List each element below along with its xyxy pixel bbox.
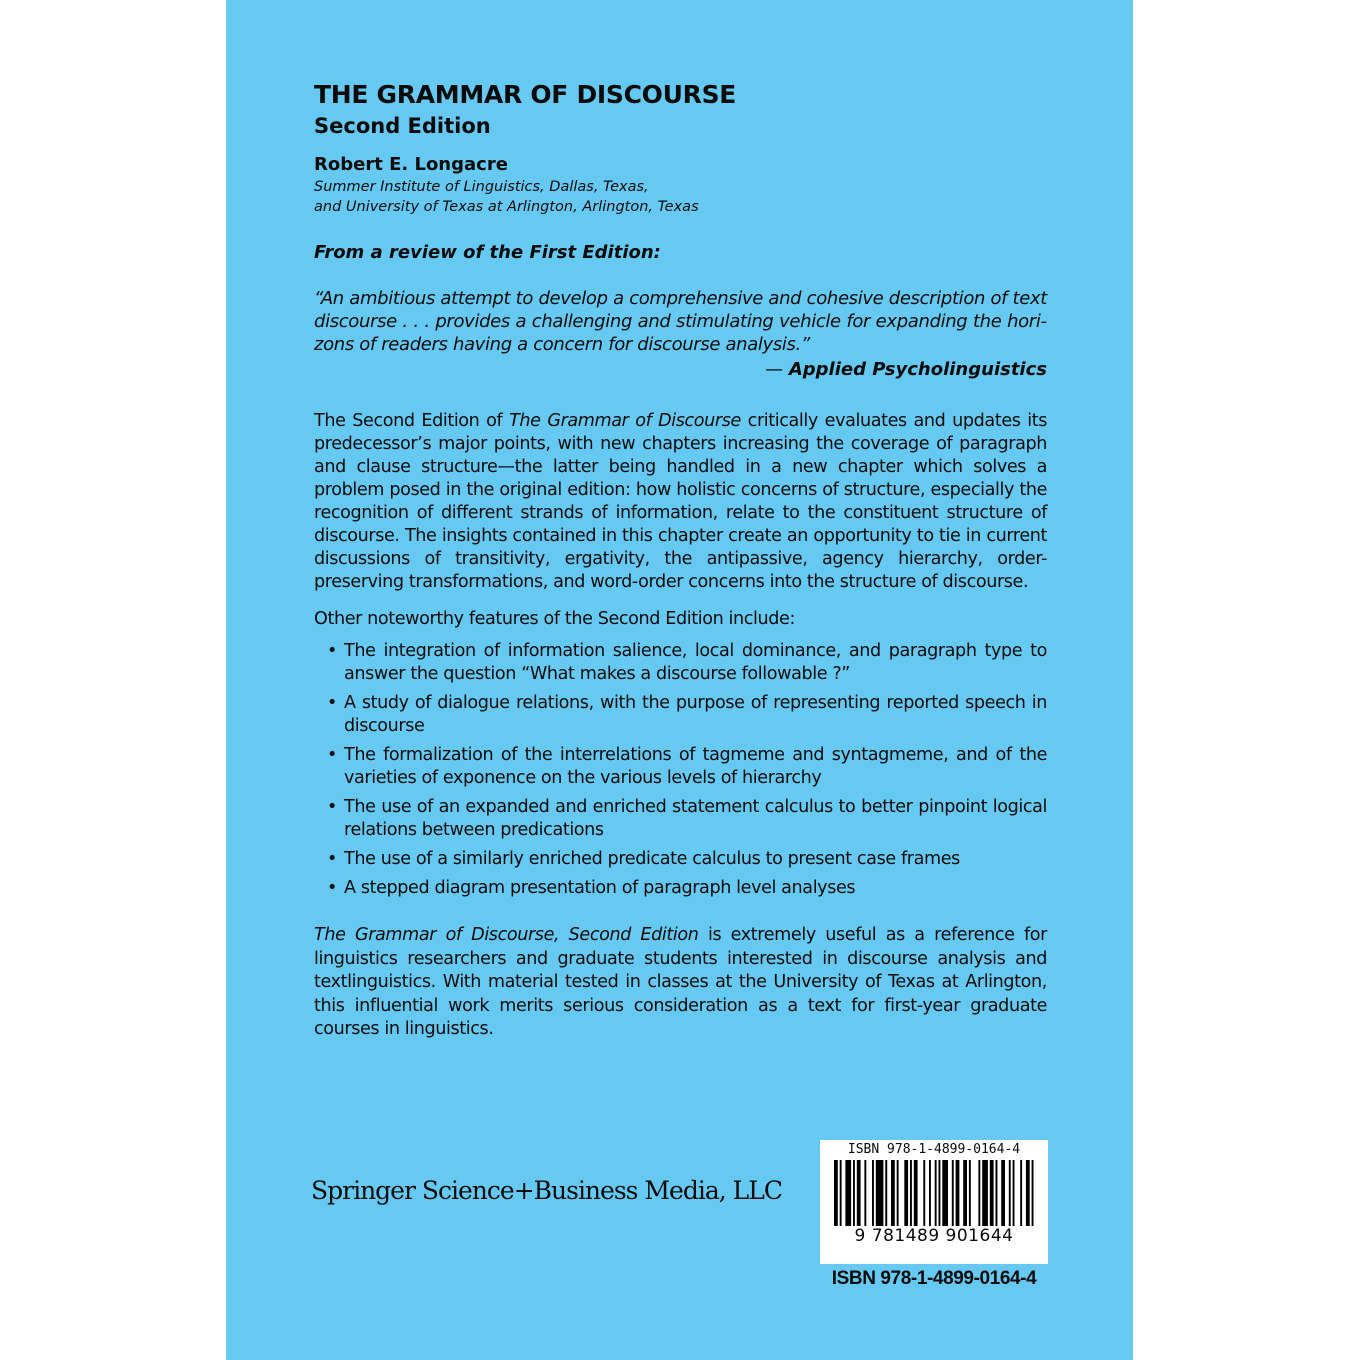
features-intro: Other noteworthy features of the Second Edition include: bbox=[314, 609, 795, 629]
feature-text: The use of an expanded and enriched statement calculus to better pinpoint logical relations between predications bbox=[344, 797, 1047, 840]
barcode bbox=[820, 1140, 1048, 1264]
feature-text: The formalization of the interrelations of tagmeme and syntagmeme, and of the varieties of exponence on the various levels of hierarchy bbox=[344, 745, 1047, 788]
barcode-digits: 9 781489 901644 bbox=[828, 1226, 1040, 1246]
publisher-name: Springer Science+Business Media, LLC bbox=[311, 1176, 782, 1205]
description-book-title: The Grammar of Discourse bbox=[509, 411, 741, 431]
book-edition: Second Edition bbox=[314, 114, 491, 138]
list-item bbox=[314, 848, 1047, 871]
bullet: • bbox=[327, 878, 337, 898]
review-quote: “An ambitious attempt to develop a comprehensive and cohesive description of text discourse . . . provides a challenging and stimulating vehicle for expanding the horizons of readers having a concern for discourse analysis.” bbox=[314, 288, 1047, 355]
feature-text: A stepped diagram presentation of paragraph level analyses bbox=[344, 878, 856, 898]
description-start: The Second Edition of bbox=[314, 411, 510, 431]
book-title: THE GRAMMAR OF DISCOURSE bbox=[314, 80, 737, 109]
closing-rest: is extremely useful as a reference for linguistics researchers and graduate students interested in discourse analysis and textlinguistics. With material tested in classes at the University of Texas at Arlington, this influential work merits serious consideration as a text for first-year graduate courses in linguistics. bbox=[314, 925, 1047, 1039]
list-item bbox=[314, 796, 1047, 842]
back-cover bbox=[226, 0, 1133, 1360]
features-list bbox=[314, 640, 1047, 900]
isbn-text: ISBN 978-1-4899-0164-4 bbox=[831, 1268, 1037, 1289]
closing-paragraph bbox=[314, 924, 1047, 1042]
author-affiliation-2: and University of Texas at Arlington, Arlington, Texas bbox=[314, 199, 699, 215]
feature-text: The integration of information salience, local dominance, and paragraph type to answer the question “What makes a discourse followable ?” bbox=[344, 641, 1047, 684]
list-item bbox=[314, 692, 1047, 738]
bullet: • bbox=[327, 745, 337, 765]
author-name: Robert E. Longacre bbox=[314, 154, 508, 175]
review-heading: From a review of the First Edition: bbox=[314, 242, 661, 263]
closing-book-title: The Grammar of Discourse, Second Edition bbox=[314, 925, 699, 945]
bullet: • bbox=[327, 849, 337, 869]
cover-text-block bbox=[314, 78, 1047, 1042]
review-attribution bbox=[314, 358, 1047, 382]
review-source: Applied Psycholinguistics bbox=[788, 359, 1047, 380]
bullet: • bbox=[327, 641, 337, 661]
description-rest: critically evaluates and updates its predecessor’s major points, with new chapters increasing the coverage of paragraph and clause structure—the latter being handled in a new chapter which solves a problem posed in the original edition: how holistic concerns of structure, especially the recognition of different strands of information, relate to the constituent structure of discourse. The insights contained in this chapter create an opportunity to tie in current discussions of transitivity, ergativity, the antipassive, agency hierarchy, order-preserving transformations, and word-order concerns into the structure of discourse. bbox=[314, 411, 1048, 592]
list-item bbox=[314, 640, 1047, 686]
barcode-isbn-top: ISBN 978-1-4899-0164-4 bbox=[847, 1142, 1021, 1157]
bullet: • bbox=[327, 797, 337, 817]
author-affiliation-1: Summer Institute of Linguistics, Dallas, Texas, bbox=[314, 179, 649, 195]
attribution-dash: — bbox=[765, 359, 789, 380]
bullet: • bbox=[327, 693, 337, 713]
feature-text: A study of dialogue relations, with the purpose of representing reported speech in discourse bbox=[344, 693, 1047, 736]
list-item bbox=[314, 877, 1047, 900]
feature-text: The use of a similarly enriched predicate calculus to present case frames bbox=[344, 849, 960, 869]
description-paragraph bbox=[314, 410, 1047, 594]
list-item bbox=[314, 744, 1047, 790]
